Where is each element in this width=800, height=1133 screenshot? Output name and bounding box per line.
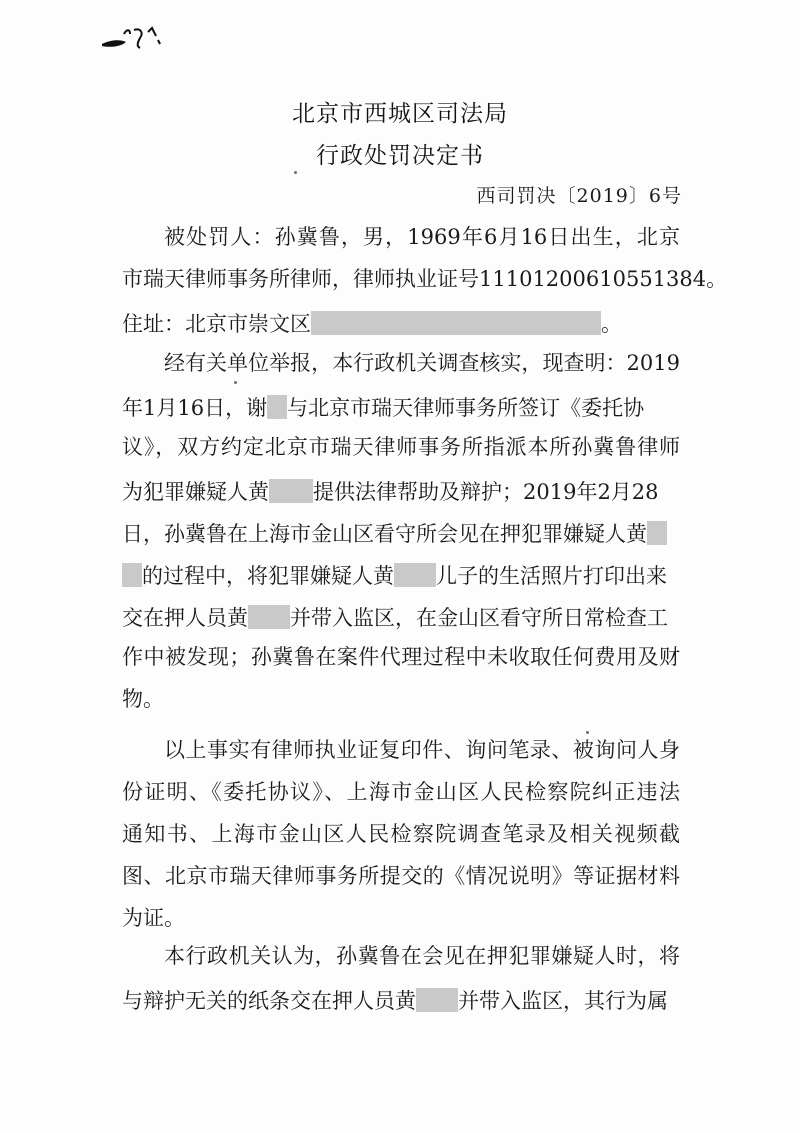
p1-line-2: 市瑞天律师事务所律师，律师执业证号11101200610551384。: [122, 267, 728, 291]
p2-line-3: 议》，双方约定北京市瑞天律师事务所指派本所孙冀鲁律师: [122, 435, 680, 459]
redaction-block: [248, 605, 290, 629]
p2-line-4: [122, 479, 659, 503]
p3-line-2: 份证明、《委托协议》、上海市金山区人民检察院纠正违法: [122, 780, 680, 804]
text-segment: 与辩护无关的纸条交在押人员黄: [122, 989, 416, 1013]
scan-speck: [586, 731, 589, 734]
text-segment: 日，孙冀鲁在上海市金山区看守所会见在押犯罪嫌疑人黄: [122, 522, 647, 546]
redaction-block: [416, 988, 458, 1012]
p1-line-3: [122, 311, 622, 335]
p4-line-2: [122, 988, 668, 1012]
text-segment: 为犯罪嫌疑人黄: [122, 480, 269, 504]
p1-line-1: 被处罚人：孙冀鲁，男，1969年6月16日出生，北京: [164, 225, 680, 249]
scan-speck: [294, 171, 297, 174]
text-segment: 提供法律帮助及辩护；2019年2月28: [313, 480, 659, 504]
text-segment: 的过程中，将犯罪嫌疑人黄: [142, 564, 394, 588]
redaction-block: [647, 521, 667, 545]
page-title-agency: 北京市西城区司法局: [292, 101, 508, 127]
address-end: 。: [601, 312, 622, 336]
p2-line-6: [122, 563, 667, 587]
scan-speck: [234, 381, 237, 384]
redaction-block: [394, 563, 436, 587]
redaction-block: [267, 395, 287, 419]
p2-line-8: 作中被发现；孙冀鲁在案件代理过程中未收取任何费用及财: [122, 645, 680, 669]
p2-line-1: 经有关单位举报，本行政机关调查核实，现查明：2019: [164, 351, 680, 375]
page-title-decision: 行政处罚决定书: [316, 143, 484, 169]
p2-line-5: [122, 521, 667, 545]
redaction-block: [122, 563, 142, 587]
address-label: 住址：北京市崇文区: [122, 312, 311, 336]
text-segment: 交在押人员黄: [122, 606, 248, 630]
redaction-block: [311, 311, 601, 335]
handwritten-mark-icon: [100, 22, 170, 56]
p3-line-3: 通知书、上海市金山区人民检察院调查笔录及相关视频截: [122, 822, 680, 846]
text-segment: 并带入监区，在金山区看守所日常检查工: [290, 606, 668, 630]
p2-line-9: 物。: [122, 687, 164, 711]
p3-line-1: 以上事实有律师执业证复印件、询问笔录、被询问人身: [164, 738, 680, 762]
text-segment: 年1月16日，谢: [122, 396, 268, 420]
redaction-block: [269, 479, 313, 503]
p3-line-4: 图、北京市瑞天律师事务所提交的《情况说明》等证据材料: [122, 864, 680, 888]
p4-line-1: 本行政机关认为，孙冀鲁在会见在押犯罪嫌疑人时，将: [164, 944, 680, 968]
p2-line-2: [122, 395, 644, 419]
text-segment: 儿子的生活照片打印出来: [436, 564, 667, 588]
p3-line-5: 为证。: [122, 906, 185, 930]
p2-line-7: [122, 605, 668, 629]
text-segment: 并带入监区，其行为属: [458, 989, 668, 1013]
document-number: 西司罚决〔2019〕6号: [476, 185, 682, 207]
text-segment: 与北京市瑞天律师事务所签订《委托协: [287, 396, 645, 420]
